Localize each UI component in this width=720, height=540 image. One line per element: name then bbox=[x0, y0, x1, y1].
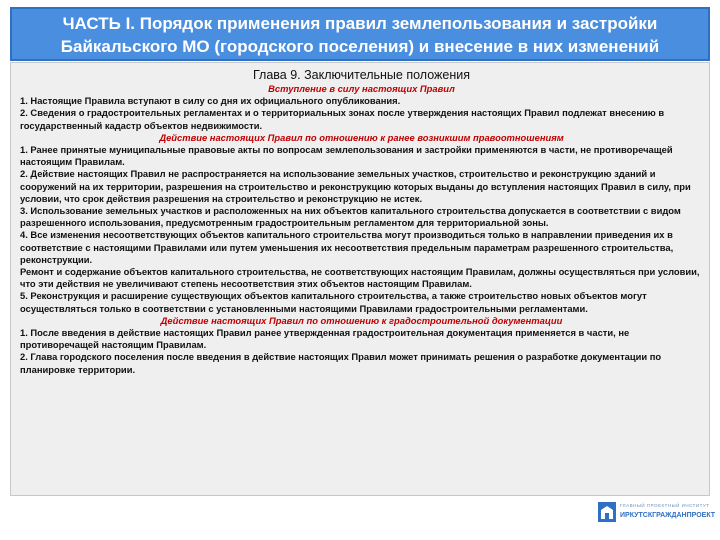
building-icon bbox=[598, 502, 616, 522]
paragraph: 2. Глава городского поселения после введения в действие настоящих Правил может принимать решения о разработке документации по планировке территории. bbox=[20, 351, 662, 375]
paragraph: 3. Использование земельных участков и расположенных на них объектов капитального строительства допускается в соответствии с видом разрешенного использования, предусмотренным градостроительным регламентом для территориальной зоны. bbox=[20, 205, 681, 229]
section-heading: Действие настоящих Правил по отношению к градостроительной документации bbox=[160, 314, 563, 326]
paragraph: 2. Действие настоящих Правил не распространяется на использование земельных участков, строительство и реконструкцию зданий и сооружений на их территории, разрешения на строительство и реконструкцию которых выданы до вступления настоящих Правил в силу, при условии, что срок действия разрешения на строительство и реконструкцию не истек. bbox=[20, 168, 691, 204]
paragraph: 2. Сведения о градостроительных регламентах и о территориальных зонах после утверждения настоящих Правил подлежат внесению в государственный кадастр объектов недвижимости. bbox=[20, 107, 665, 131]
paragraph: 1. После введения в действие настоящих Правил ранее утвержденная градостроительная документация применяется в части, не противоречащей настоящим Правилам. bbox=[20, 327, 630, 351]
paragraph: Ремонт и содержание объектов капитального строительства, не соответствующих настоящим Правилам, должны осуществляться при условии, что эти действия не увеличивают степень несоответствия этих объектов настоящим Правилам. bbox=[20, 266, 700, 290]
slide-header bbox=[10, 7, 710, 61]
content-panel bbox=[10, 62, 710, 496]
section-heading: Вступление в силу настоящих Правил bbox=[268, 83, 455, 94]
logo-tagline: ГЛАВНЫЙ ПРОЕКТНЫЙ ИНСТИТУТ bbox=[620, 503, 710, 508]
paragraph: 5. Реконструкция и расширение существующих объектов капитального строительства, а также строительство новых объектов могут осуществляться только в соответствии с установленными настоящими Правилами градостроительными регламентами. bbox=[20, 290, 647, 314]
paragraph: 1. Настоящие Правила вступают в силу со дня их официального опубликования. bbox=[20, 95, 401, 107]
section-heading: Действие настоящих Правил по отношению к ранее возникшим правоотношениям bbox=[159, 131, 564, 143]
logo-name: ИРКУТСКГРАЖДАНПРОЕКТ bbox=[620, 512, 716, 519]
company-logo bbox=[598, 500, 716, 524]
header-title-line-1: ЧАСТЬ I. Порядок применения правил землепользования и застройки bbox=[62, 14, 658, 33]
paragraph: 1. Ранее принятые муниципальные правовые акты по вопросам землепользования и застройки применяются в части, не противоречащей настоящим Правилам. bbox=[20, 144, 673, 168]
chapter-title: Глава 9. Заключительные положения bbox=[252, 68, 471, 82]
header-title-line-2: Байкальского МО (городского поселения) и внесение в них изменений bbox=[60, 37, 660, 56]
paragraph: 4. Все изменения несоответствующих объектов капитального строительства могут производиться только в направлении приведения их в соответствие с настоящими Правилами или путем уменьшения их несоответствия предельным параметрам разрешенного строительства, реконструкции. bbox=[20, 229, 674, 265]
